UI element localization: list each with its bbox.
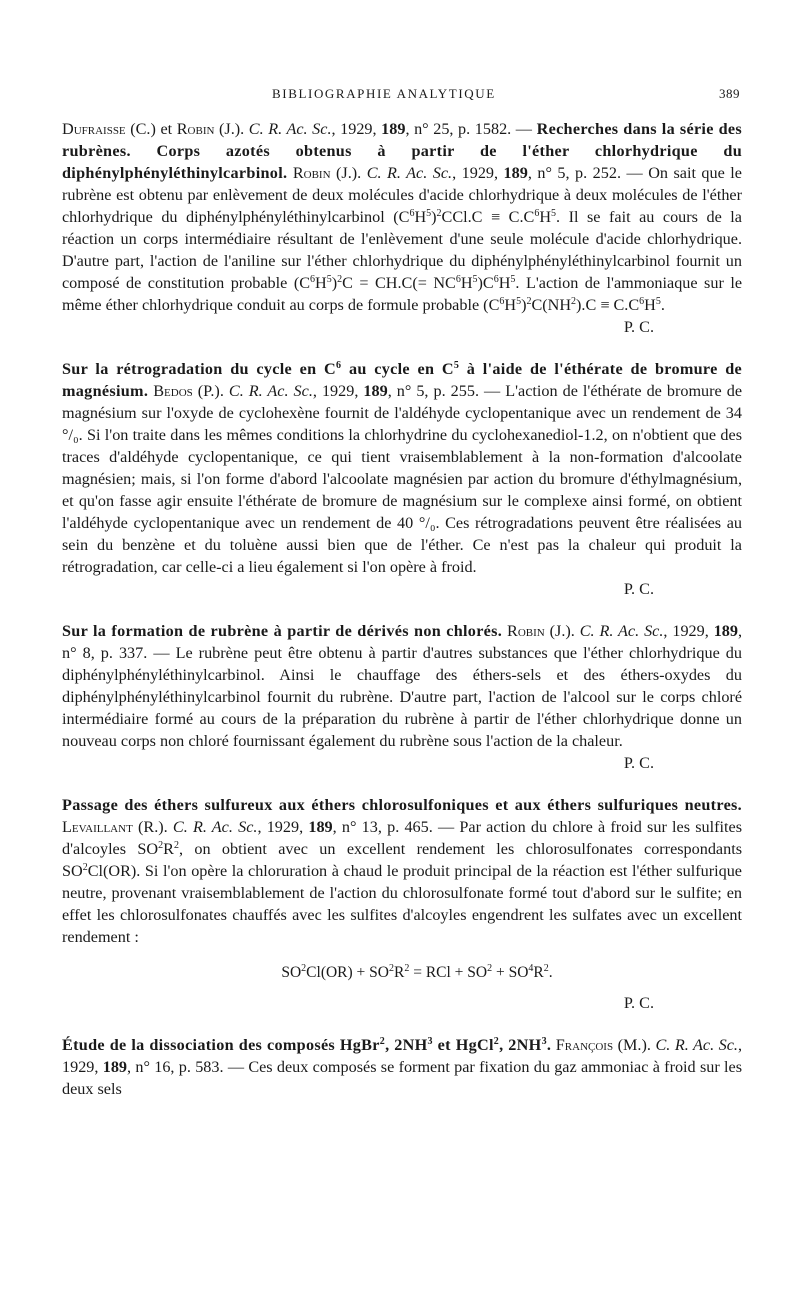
- entry-text: Sur la rétrogradation du cycle en $C^6$ au cycle en $C^5$ à l'aide de l'éthérate de bromure de magnésium. Bedos (P.). C. R. Ac. Sc., 1929, 189, n° 5, p. 255. — L'action de l'éthérate de bromure de magnésium sur l'oxyde de cyclohexène fournit de l'aldéhyde cyclopentanique avec un rendement de 34 °/₀. Si l'on traite dans les mêmes conditions la chlorhydrine du cyclohexanediol-1.2, on n'obtient que des traces d'aldéhyde cyclopentanique, ce qui tient vraisemblablement à la non-formation d'alcoolate magnésien; mais, si l'on forme d'abord l'alcoolate magnésien par action du bromure d'éthylmagnésium, et qu'on fasse agir ensuite l'éthérate de bromure de magnésium sur le complexe ainsi formé, on obtient l'aldéhyde cyclopentanique avec un rendement de 40 °/₀. Ces rétrogradations peuvent être réalisées au sein du benzène et du toluène aussi bien que de l'éther. Ce n'est pas la chaleur qui produit la rétrogradation, car celle-ci a lieu également si l'on opère à froid.: [62, 360, 742, 576]
- bibliography-entry: [62, 118, 742, 338]
- author-name: François: [555, 1036, 614, 1054]
- abstract-text: Ces deux composés se forment par fixation du gaz ammoniac à froid sur les deux sels: [62, 1058, 743, 1098]
- author-name: Dufraisse: [62, 120, 126, 138]
- entry-text: Dufraisse (C.) et Robin (J.). C. R. Ac. Sc., 1929, 189, n° 25, p. 1582. — Recherches dans la série des rubrènes. Corps azotés obtenus à partir de l'éther chlorhydrique du diphénylphényléthinylcarbinol. Robin (J.). C. R. Ac. Sc., 1929, 189, n° 5, p. 252. — On sait que le rubrène est obtenu par enlèvement de deux molécules d'acide chlorhydrique à deux molécules de l'éther chlorhydrique du diphénylphényléthinylcarbinol $(C^6H^5)^2CCl.C \equiv C.C^6H^5$. Il se fait au cours de la réaction un corps intermédiaire résultant de l'enlèvement d'une seule molécule d'acide chlorhydrique. D'autre part, l'action de l'aniline sur l'éther chlorhydrique du diphénylphényléthinylcarbinol fournit un composé de constitution probable $(C^6H^5)^2C = CH.C(= NC^6H^5)C^6H^5$. L'action de l'ammoniaque sur le même éther chlorhydrique conduit au corps de formule probable $(C^6H^5)^2C(NH^2).C \equiv C.C^6H^5$.: [62, 120, 743, 314]
- running-title: BIBLIOGRAPHIE ANALYTIQUE: [272, 86, 496, 101]
- bibliography-entry: [62, 620, 742, 774]
- volume-number: 189: [308, 818, 333, 836]
- entry-signature: P. C.: [623, 994, 654, 1012]
- entry-title: Sur la rétrogradation du cycle en $C^6$ au cycle en $C^5$ à l'aide de l'éthérate de bromure de magnésium.: [62, 360, 742, 400]
- bibliography-entry: [62, 358, 742, 600]
- page-number: 389: [719, 86, 740, 101]
- journal-name: C. R. Ac. Sc.: [655, 1036, 738, 1054]
- author-name: Bedos: [153, 382, 193, 400]
- volume-number: 189: [363, 382, 388, 400]
- entry-signature: P. C.: [623, 580, 654, 598]
- journal-name: C. R. Ac. Sc.: [248, 120, 332, 138]
- running-header: [62, 86, 740, 106]
- chemical-equation: $SO^2Cl(OR) + SO^2R^2$ = RCl + $SO^2 + SO^4R^2$.: [281, 963, 553, 981]
- entry-signature: P. C.: [623, 318, 654, 336]
- bibliography-entry: [62, 794, 742, 1014]
- abstract-text: Le rubrène peut être obtenu à partir d'autres substances que l'éther chlorhydrique du diphénylphényléthinylcarbinol. Ainsi le chauffage des éthers-sels et des éthers-oxydes du diphénylphényléthinylcarbinol fournit du rubrène. D'autre part, l'action de l'alcool sur le corps chloré intermédiaire formé au cours de la préparation du rubrène à partir de l'éther chlorhydrique donne un nouveau corps non chloré fournissant également du rubrène sous l'action de la chaleur.: [62, 644, 742, 750]
- entry-title: Sur la formation de rubrène à partir de dérivés non chlorés.: [62, 622, 503, 640]
- volume-number: 189: [713, 622, 738, 640]
- author-name: Robin: [507, 622, 545, 640]
- entry-title: Étude de la dissociation des composés HgBr$^2$, $2NH^3$ et HgCl$^2$, $2NH^3$.: [62, 1036, 552, 1054]
- abstract-text: On sait que le rubrène est obtenu par enlèvement de deux molécules d'acide chlorhydrique à deux molécules de l'éther chlorhydrique du diphénylphényléthinylcarbinol (C: [62, 164, 742, 226]
- entry-title: Passage des éthers sulfureux aux éthers chlorosulfoniques et aux éthers sulfuriques neutres.: [62, 796, 742, 814]
- page-content: [62, 118, 742, 1120]
- entry-text: Étude de la dissociation des composés HgBr$^2$, $2NH^3$ et HgCl$^2$, $2NH^3$. François (M.). C. R. Ac. Sc., 1929, 189, n° 16, p. 583. — Ces deux composés se forment par fixation du gaz ammoniac à froid sur les deux sels: [62, 1036, 743, 1098]
- journal-name: C. R. Ac. Sc.: [228, 382, 313, 400]
- author-name: Robin: [292, 164, 331, 182]
- volume-number: 189: [503, 164, 528, 182]
- abstract-text: Par action du chlore à froid sur les sulfites d'alcoyles SO: [62, 818, 742, 858]
- journal-name: C. R. Ac. Sc.: [366, 164, 453, 182]
- journal-name: C. R. Ac. Sc.: [172, 818, 258, 836]
- bibliography-entry: [62, 1034, 742, 1100]
- entry-text: Passage des éthers sulfureux aux éthers chlorosulfoniques et aux éthers sulfuriques neutres. Levaillant (R.). C. R. Ac. Sc., 1929, 189, n° 13, p. 465. — Par action du chlore à froid sur les sulfites d'alcoyles $SO^2R^2$, on obtient avec un excellent rendement les chlorosulfonates correspondants $SO^2Cl(OR)$. Si l'on opère la chloruration à chaud le produit principal de la réaction est l'éther sulfurique neutre, provenant vraisemblablement de l'action du chlorosulfonate formé tout d'abord sur le sulfite; en effet les chlorosulfonates chauffés avec les sulfites d'alcoyles engendrent les sulfates avec un excellent rendement :: [62, 796, 742, 946]
- entry-text: Sur la formation de rubrène à partir de dérivés non chlorés. Robin (J.). C. R. Ac. Sc., 1929, 189, n° 8, p. 337. — Le rubrène peut être obtenu à partir d'autres substances que l'éther chlorhydrique du diphénylphényléthinylcarbinol. Ainsi le chauffage des éthers-sels et des éthers-oxydes du diphénylphényléthinylcarbinol fournit du rubrène. D'autre part, l'action de l'alcool sur le corps chloré intermédiaire formé au cours de la préparation du rubrène à partir de l'éther chlorhydrique donne un nouveau corps non chloré fournissant également du rubrène sous l'action de la chaleur.: [62, 622, 743, 750]
- entry-title: Recherches dans la série des rubrènes. Corps azotés obtenus à partir de l'éther chlorhydrique du diphénylphényléthinylcarbinol.: [62, 120, 742, 182]
- entry-signature: P. C.: [623, 754, 654, 772]
- author-name: Robin: [176, 120, 215, 138]
- volume-number: 189: [381, 120, 406, 138]
- journal-name: C. R. Ac. Sc.: [579, 622, 664, 640]
- volume-number: 189: [102, 1058, 128, 1076]
- abstract-text: L'action de l'éthérate de bromure de magnésium sur l'oxyde de cyclohexène fournit de l'aldéhyde cyclopentanique avec un rendement de 34 °/₀. Si l'on traite dans les mêmes conditions la chlorhydrine du cyclohexanediol-1.2, on n'obtient que des traces d'aldéhyde cyclopentanique, ce qui tient vraisemblablement à la non-formation d'alcoolate magnésien; mais, si l'on forme d'abord l'alcoolate magnésien par action du bromure d'éthylmagnésium, et qu'on fasse agir ensuite l'éthérate de bromure de magnésium sur le complexe ainsi formé, on obtient l'aldéhyde cyclopentanique avec un rendement de 40 °/₀. Ces rétrogradations peuvent être réalisées au sein du benzène et du toluène aussi bien que de l'éther. Ce n'est pas la chaleur qui produit la rétrogradation, car celle-ci a lieu également si l'on opère à froid.: [62, 382, 742, 576]
- author-name: Levaillant: [62, 818, 133, 836]
